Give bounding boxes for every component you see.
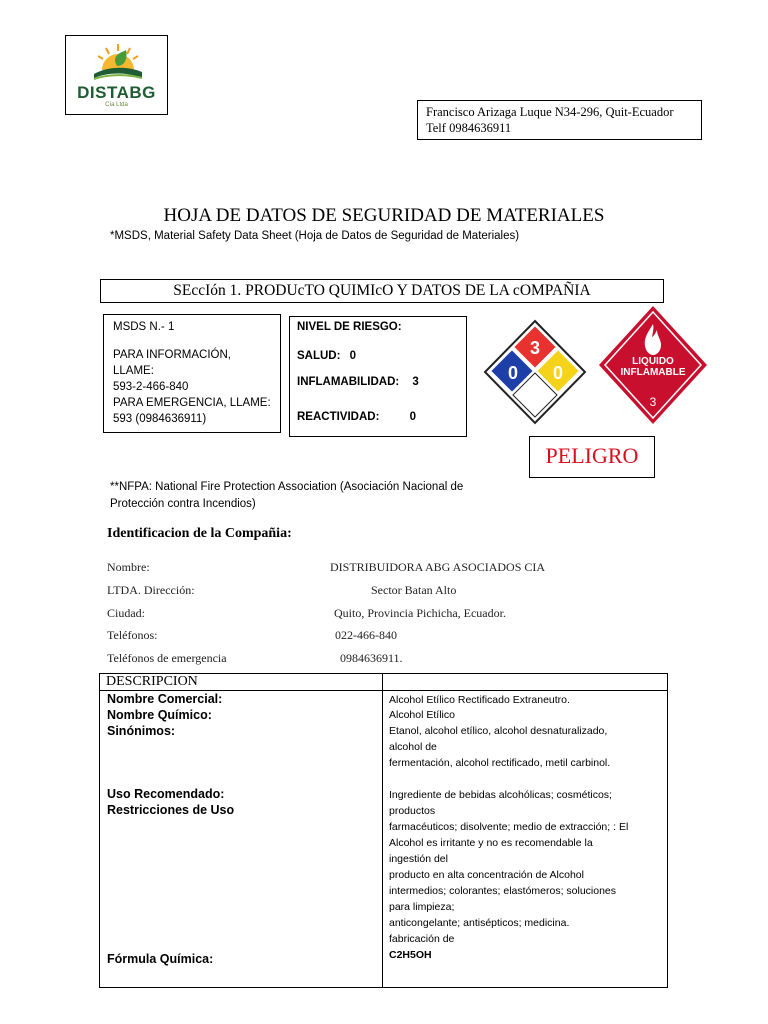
reactivity-value: 0 (409, 411, 417, 423)
company-row-label: Ciudad: (107, 606, 145, 620)
nfpa-top-number: 3 (529, 338, 541, 358)
address-phone: Telf 0984636911 (426, 121, 512, 135)
company-row-label: Teléfonos de emergencia (107, 651, 227, 665)
flammability-label: INFLAMABILIDAD: (297, 376, 400, 388)
commercial-name-label: Nombre Comercial: (107, 692, 223, 706)
value-line: Alcohol es irritante y no es recomendable la (389, 837, 593, 849)
emergency-label: PARA EMERGENCIA, LLAME: (113, 397, 271, 409)
info-phone: 593-2-466-840 (113, 381, 189, 393)
description-table (99, 673, 668, 988)
value-line: para limpieza; (389, 901, 455, 913)
address-box (417, 100, 702, 140)
reactivity-label: REACTIVIDAD: (297, 411, 380, 423)
document-title: HOJA DE DATOS DE SEGURIDAD DE MATERIALES (163, 205, 605, 226)
nfpa-diamond-icon (483, 319, 587, 425)
value-line: Ingrediente de bebidas alcohólicas; cosméticos; (389, 789, 612, 801)
recommended-use-label: Uso Recomendado: (107, 787, 225, 801)
flammable-liquid-placard-icon (597, 304, 709, 426)
company-row-value: 022-466-840 (335, 628, 397, 642)
info-label: PARA INFORMACIÓN, LLAME: (113, 349, 231, 377)
table-row (100, 691, 668, 988)
risk-heading: NIVEL DE RIESGO: (297, 321, 402, 333)
value-line: productos (389, 805, 436, 817)
description-heading: DESCRIPCION (100, 674, 383, 691)
nfpa-note: **NFPA: National Fire Protection Association (Asociación Nacional de Protección contra Incendios) (110, 481, 464, 510)
company-row-label: LTDA. Dirección: (107, 583, 195, 597)
synonyms-label: Sinónimos: (107, 724, 176, 738)
address-line: Francisco Arizaga Luque N34-296, Quit-Ecuador (426, 105, 674, 119)
formula-label: Fórmula Química: (107, 952, 214, 966)
logo-name: DISTABG (77, 83, 156, 102)
health-row (297, 350, 356, 362)
flammability-row (297, 376, 419, 388)
value-line: producto en alta concentración de Alcohol (389, 869, 584, 881)
value-line: anticongelante; antisépticos; medicina. (389, 917, 570, 929)
company-row-value: Sector Batan Alto (371, 583, 457, 597)
nfpa-left-number: 0 (507, 363, 519, 383)
msds-number: MSDS N.- 1 (113, 321, 175, 333)
emergency-phone: 593 (0984636911) (113, 413, 207, 425)
reactivity-row (297, 411, 416, 423)
formula-value: C2H5OH (389, 949, 432, 961)
value-line: farmacéuticos; disolvente; medio de extracción; : El (389, 821, 629, 833)
company-logo (65, 35, 168, 115)
value-line: alcohol de (389, 741, 437, 753)
company-row-label: Nombre: (107, 560, 150, 574)
placard-line1: LIQUIDO (632, 356, 674, 367)
company-row-value: Quito, Provincia Pichicha, Ecuador. (334, 606, 506, 620)
sun-leaf-logo-icon (90, 42, 146, 82)
company-row-value: 0984636911. (340, 651, 403, 665)
table-row (100, 674, 668, 691)
msds-contact-box (103, 314, 281, 433)
logo-tagline: Cía Ltda (105, 102, 128, 108)
company-heading: Identificacion de la Compañia: (107, 526, 292, 541)
document-subtitle: *MSDS, Material Safety Data Sheet (Hoja de Datos de Seguridad de Materiales) (110, 230, 520, 242)
restrictions-label: Restricciones de Uso (107, 803, 235, 817)
placard-line2: INFLAMABLE (620, 367, 686, 378)
company-row-value: DISTRIBUIDORA ABG ASOCIADOS CIA (330, 560, 546, 574)
value-line: fabricación de (389, 933, 455, 945)
section-1-heading: SEccIón 1. PRODUcTO QUIMIcO Y DATOS DE LA cOMPAÑIA (100, 279, 664, 303)
health-label: SALUD: (297, 350, 341, 362)
value-line: Alcohol Etílico (389, 709, 455, 721)
chemical-name-label: Nombre Químico: (107, 708, 212, 722)
table-cell (383, 674, 668, 691)
value-line: Etanol, alcohol etílico, alcohol desnaturalizado, (389, 725, 608, 737)
health-value: 0 (349, 350, 357, 362)
nfpa-right-number: 0 (552, 363, 564, 383)
description-labels-cell (100, 691, 383, 988)
flammability-value: 3 (412, 376, 419, 388)
description-values-cell (383, 691, 668, 988)
danger-signal-word: PELIGRO (529, 436, 655, 478)
company-row-label: Teléfonos: (107, 628, 158, 642)
value-line: Alcohol Etílico Rectificado Extraneutro. (389, 694, 570, 706)
placard-class-number: 3 (649, 395, 657, 409)
value-line: fermentación, alcohol rectificado, metil carbinol. (389, 757, 611, 769)
value-line: ingestión del (389, 853, 448, 865)
value-line: intermedios; colorantes; elastómeros; soluciones (389, 885, 617, 897)
risk-level-box (289, 316, 467, 437)
